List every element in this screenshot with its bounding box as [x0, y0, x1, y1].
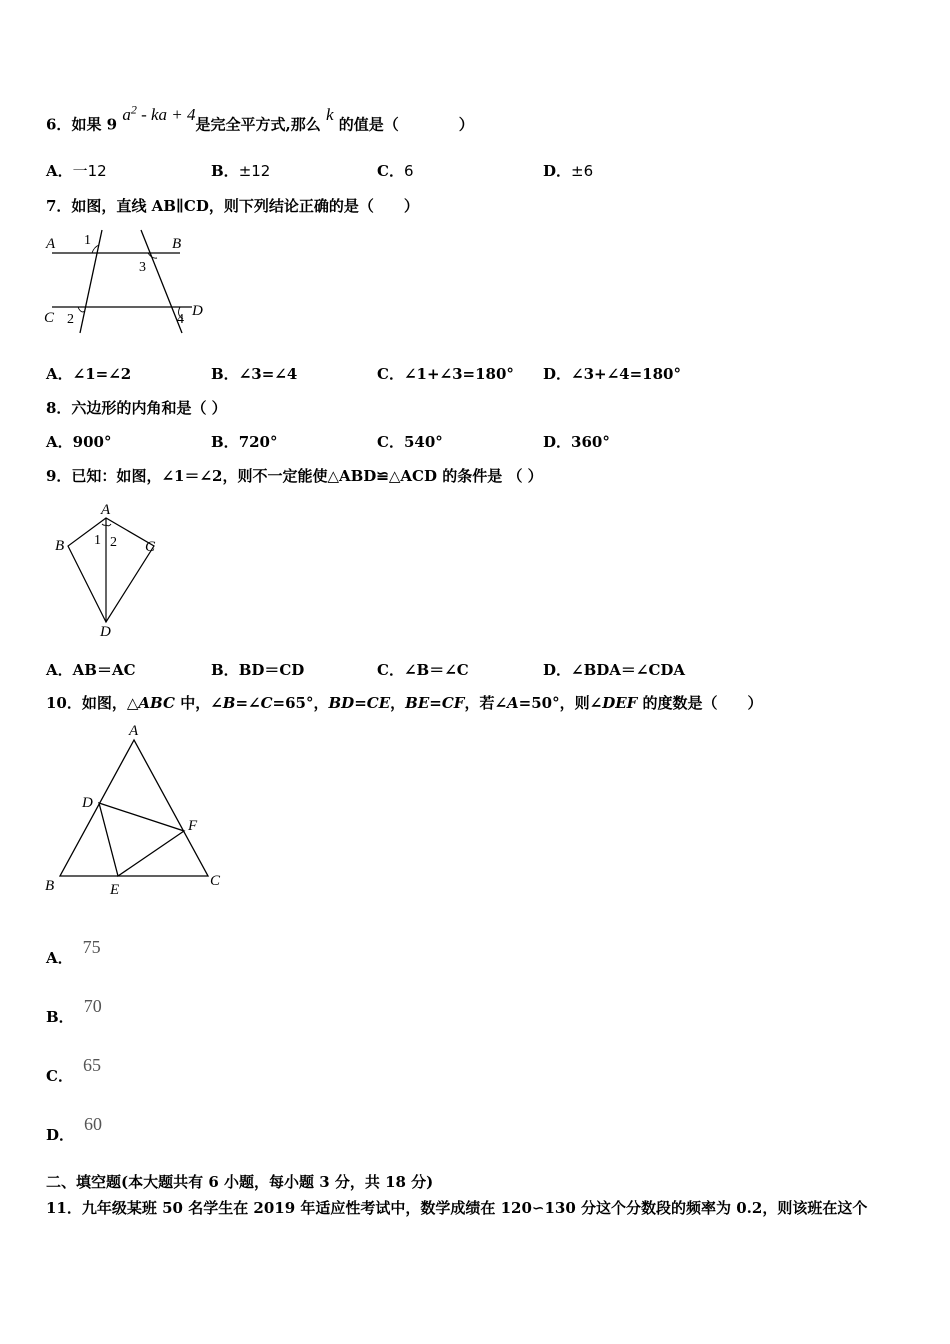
kite-outline: [68, 518, 154, 622]
q6-option-a: A．一12: [46, 162, 107, 180]
q9-option-a: A．AB＝AC: [46, 661, 136, 679]
q8-option-a: A．900°: [46, 433, 112, 451]
q7-option-b: B．∠3=∠4: [211, 365, 298, 383]
q6-option-c: C．6: [377, 162, 414, 180]
q10-option-b: B．70: [46, 996, 102, 1026]
question-10: 10．如图，△ABC 中，∠B=∠C=65°，BD=CE，BE=CF，若∠A=50°，则∠DEF 的度数是（ ）: [46, 694, 763, 712]
question-7: 7．如图，直线 AB∥CD，则下列结论正确的是（ ）: [46, 197, 419, 215]
q6-option-b: B．±12: [211, 162, 271, 180]
q7-option-d: D．∠3+∠4=180°: [543, 365, 681, 383]
section-2-heading: 二、填空题(本大题共有 6 小题，每小题 3 分，共 18 分): [46, 1173, 434, 1191]
question-11: 11．九年级某班 50 名学生在 2019 年适应性考试中，数学成绩在 120∽130 分这个分数段的频率为 0.2，则该班在这个: [46, 1199, 868, 1217]
label-1: 1: [94, 533, 101, 548]
q6-option-d: D．±6: [543, 162, 594, 180]
q6-text-end: 的值是（ ）: [338, 115, 474, 134]
label-d: D: [100, 624, 111, 640]
q10-figure: [40, 720, 240, 900]
label-c: C: [145, 539, 156, 555]
q6-lead: 如果 9: [71, 115, 118, 134]
triangle-def: [99, 803, 184, 876]
label-b: B: [172, 236, 182, 252]
label-3: 3: [139, 260, 146, 275]
label-2: 2: [67, 312, 74, 327]
label-4: 4: [177, 312, 184, 327]
q9-option-b: B．BD＝CD: [211, 661, 305, 679]
q7-figure: [40, 225, 215, 340]
label-a: A: [46, 236, 56, 252]
q9-option-d: D．∠BDA＝∠CDA: [543, 661, 686, 679]
label-c: C: [44, 310, 55, 326]
q10-option-d: D．60: [46, 1114, 103, 1144]
q10-option-a: A．75: [46, 937, 101, 967]
label-e: E: [110, 882, 120, 898]
question-8: 8．六边形的内角和是（ ）: [46, 399, 227, 417]
angle-arc-2: [106, 524, 111, 526]
angle-arc-3: [148, 253, 157, 258]
q10-option-c: C．65: [46, 1055, 101, 1085]
label-b: B: [45, 878, 55, 894]
label-d: D: [82, 795, 93, 811]
q7-option-c: C．∠1+∠3=180°: [377, 365, 514, 383]
angle-arc-2: [78, 307, 85, 312]
q6-expression: $a^2$ - ka + 4: [122, 102, 196, 124]
label-c: C: [210, 873, 221, 889]
label-f: F: [188, 818, 198, 834]
q8-option-b: B．720°: [211, 433, 278, 451]
q8-option-c: C．540°: [377, 433, 443, 451]
q6-k: k: [326, 104, 334, 124]
q9-figure: [50, 500, 170, 640]
q6-number: 6．: [46, 115, 72, 134]
q7-option-a: A．∠1=∠2: [46, 365, 132, 383]
label-1: 1: [84, 233, 91, 248]
label-d: D: [192, 303, 203, 319]
q6-text-mid: 是完全平方式,那么: [195, 115, 321, 134]
q9-option-c: C．∠B＝∠C: [377, 661, 469, 679]
question-6: [46, 102, 474, 135]
label-b: B: [55, 538, 65, 554]
label-a: A: [129, 723, 139, 739]
label-2: 2: [110, 535, 117, 550]
label-a: A: [101, 502, 111, 518]
question-9: 9．已知：如图，∠1＝∠2，则不一定能使△ABD≌△ACD 的条件是 （ ）: [46, 467, 543, 485]
q8-option-d: D．360°: [543, 433, 610, 451]
